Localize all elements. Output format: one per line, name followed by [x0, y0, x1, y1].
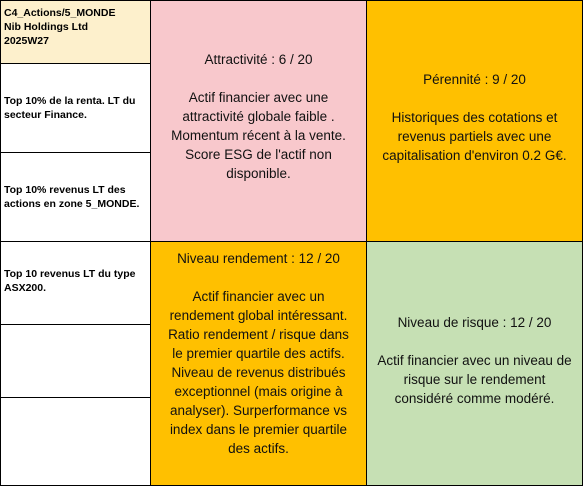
header-category: C4_Actions/5_MONDE	[4, 7, 116, 19]
header-week: 2025W27	[4, 35, 49, 47]
risque-body: Actif financier avec un niveau de risque sur le rendement considéré comme modéré.	[377, 353, 572, 406]
left-cell-text: Top 10% de la renta. LT du secteur Finance.	[4, 95, 136, 121]
rendement-panel	[150, 241, 367, 486]
rendement-body: Actif financier avec un rendement global intéressant. Ratio rendement / risque dans le premier quartile des actifs. Niveau de revenus distribués exceptionnel (mais origine à analyser). Surperformance vs index dans le premier quartile des actifs.	[168, 289, 349, 456]
perennite-panel	[366, 0, 583, 242]
perennite-title: Pérennité : 9 / 20	[423, 72, 526, 87]
left-cell-text: Top 10% revenus LT des actions en zone 5_MONDE.	[4, 184, 140, 210]
left-cell-zone-rank	[0, 152, 151, 242]
left-cell-empty-2	[0, 397, 151, 486]
attractivite-title: Attractivité : 6 / 20	[204, 52, 313, 67]
header-company: Nib Holdings Ltd	[4, 21, 88, 33]
risque-title: Niveau de risque : 12 / 20	[397, 315, 552, 330]
risque-panel	[366, 241, 583, 486]
left-cell-empty-1	[0, 324, 151, 398]
rendement-title: Niveau rendement : 12 / 20	[177, 251, 340, 266]
attractivite-body: Actif financier avec une attractivité globale faible . Momentum récent à la vente. Score ESG de l'actif non disponible.	[171, 90, 346, 181]
attractivite-panel	[150, 0, 367, 242]
perennite-body: Historiques des cotations et revenus partiels avec une capitalisation d'environ 0.2 G€.	[382, 110, 567, 163]
left-cell-text: Top 10 revenus LT du type ASX200.	[4, 268, 136, 294]
asset-header	[0, 0, 151, 64]
left-cell-index-rank	[0, 241, 151, 325]
left-cell-sector-rank	[0, 63, 151, 153]
